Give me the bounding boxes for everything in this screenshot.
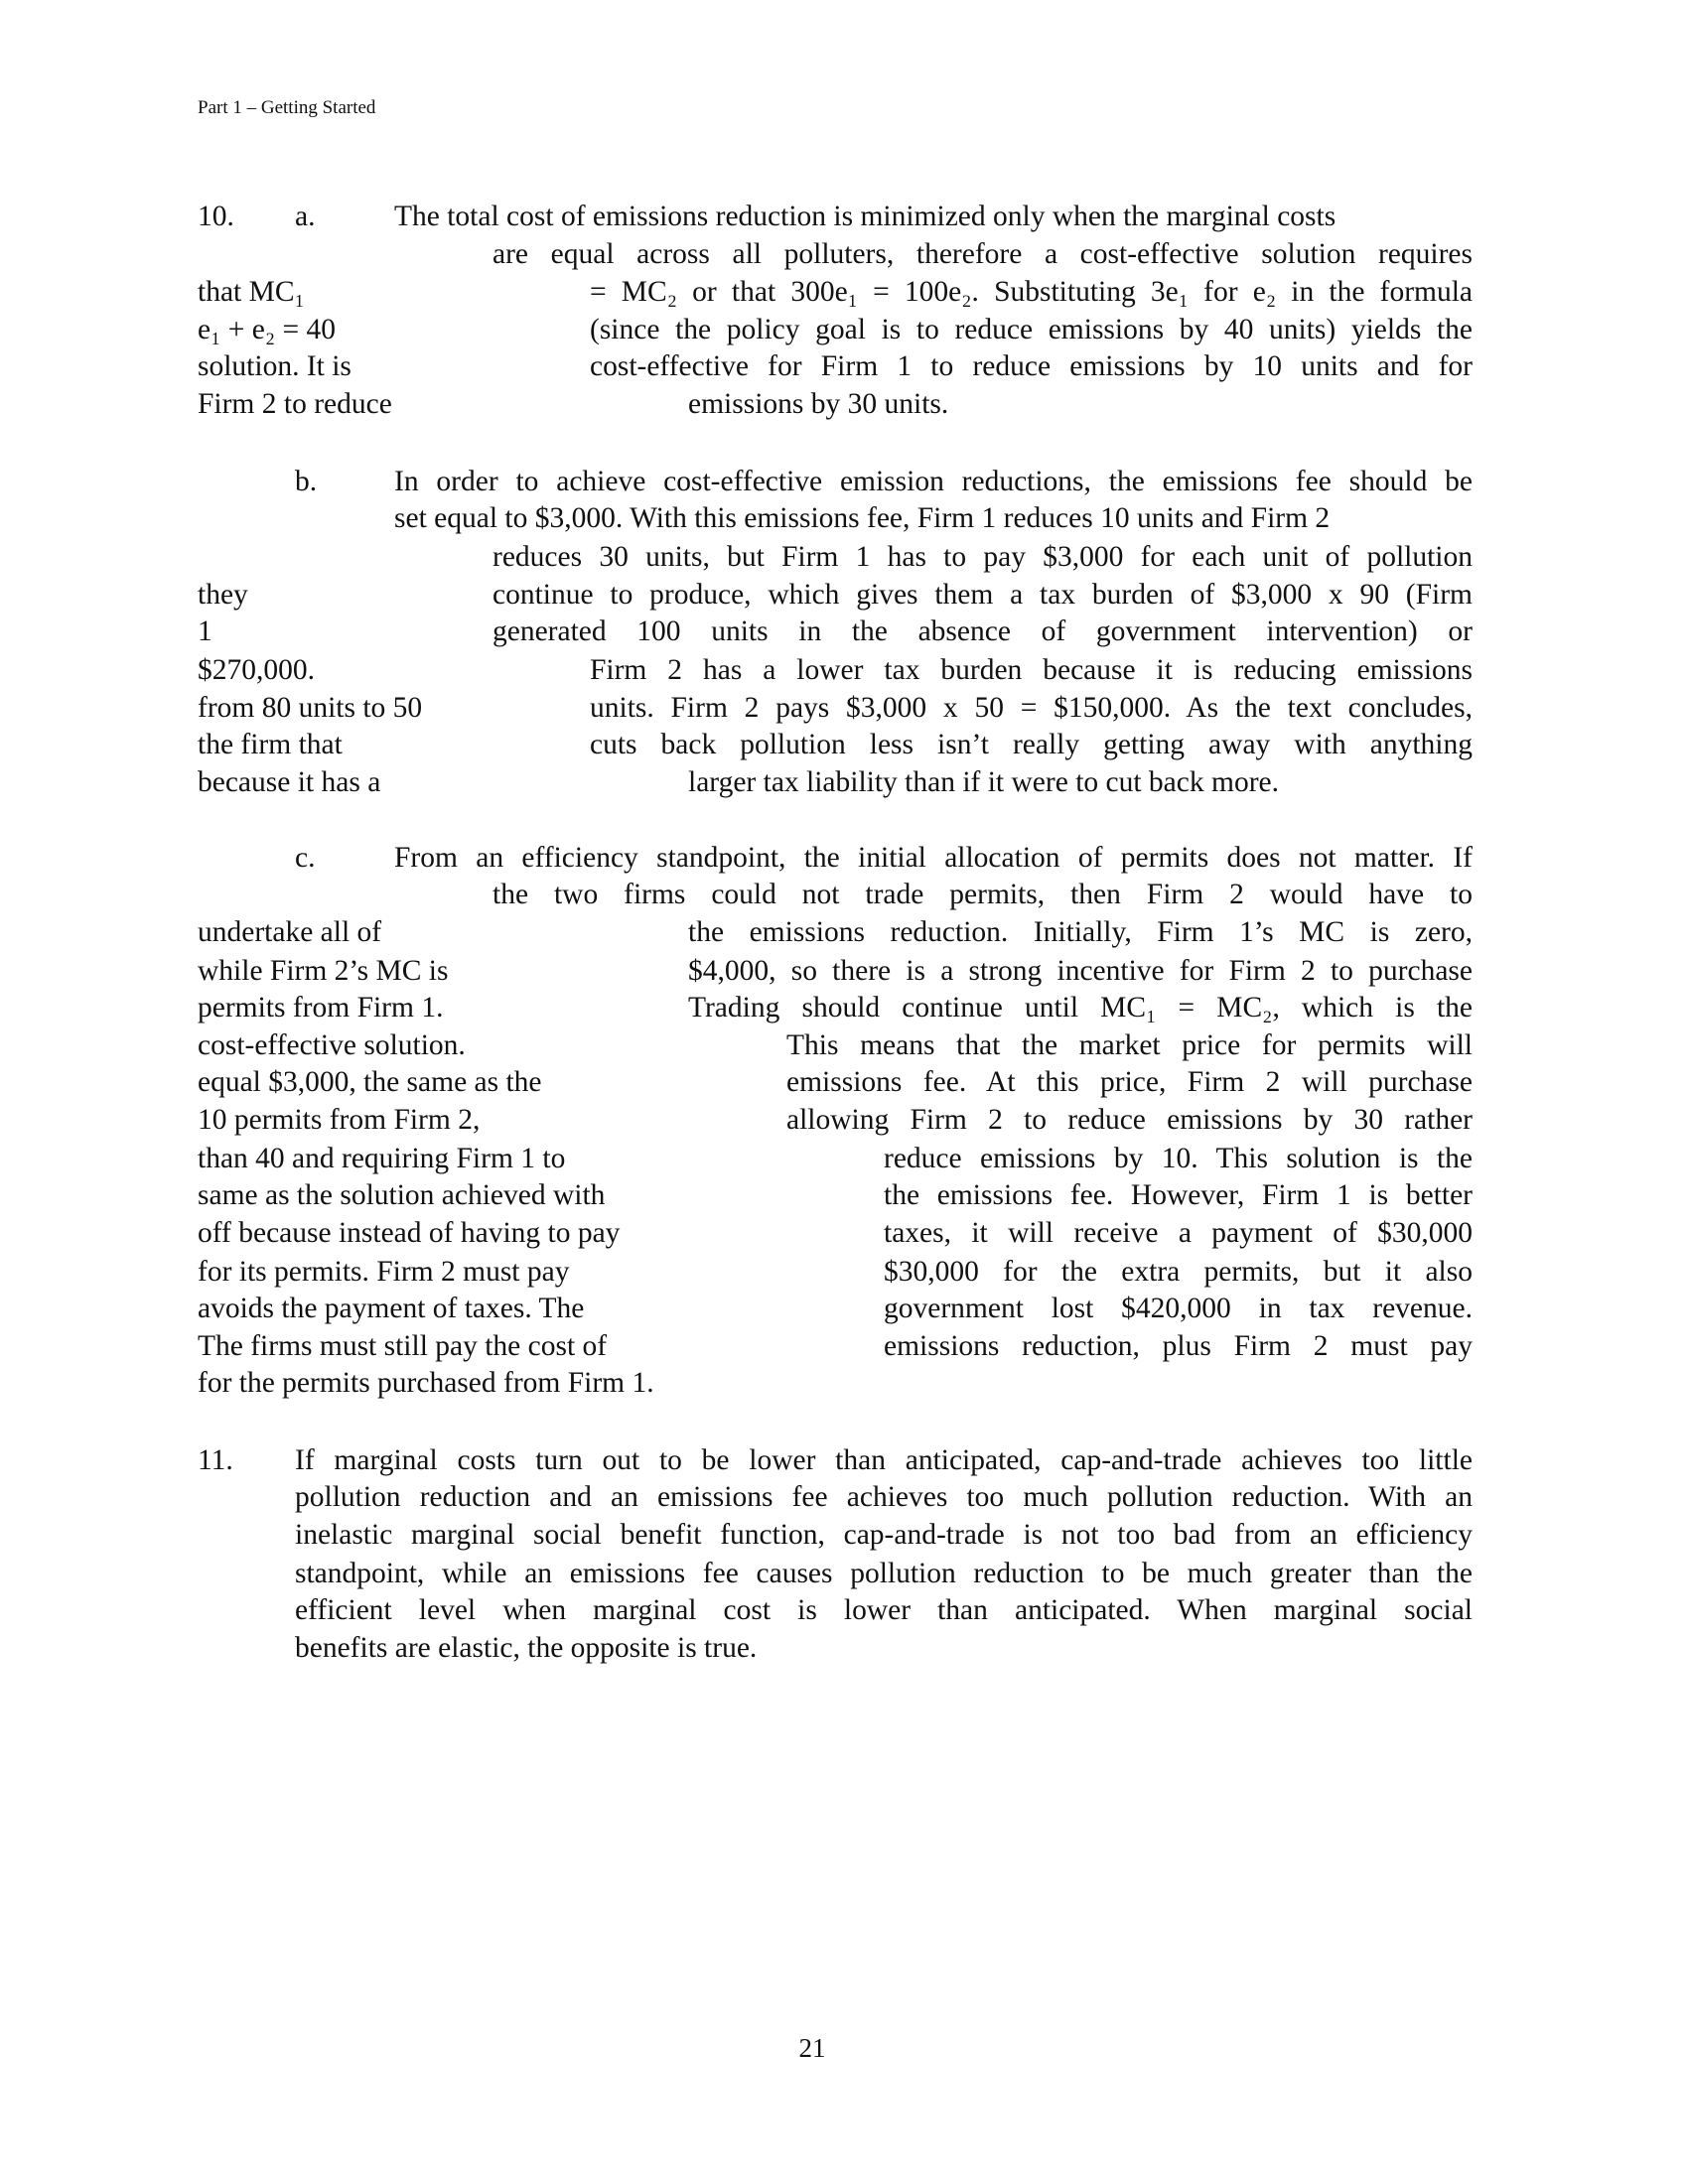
line-text: This means that the market price for permits will: [786, 1029, 1473, 1061]
line-text: efficient level when marginal cost is lower than anticipated. When marginal social: [295, 1594, 1473, 1626]
line-text: reduce emissions by 10. This solution is the: [884, 1143, 1473, 1174]
line-text: government lost $420,000 in tax revenue.: [884, 1293, 1473, 1324]
line-text: benefits are elastic, the opposite is true.: [295, 1632, 758, 1664]
line-text: standpoint, while an emissions fee causes pollution reduction to be much greater than the: [295, 1558, 1473, 1589]
line-text: $30,000 for the extra permits, but it also: [884, 1256, 1473, 1288]
part-label: c.: [295, 842, 316, 874]
line-left-fragment: that MC₁: [198, 276, 305, 308]
line-text: set equal to $3,000. With this emissions fee, Firm 1 reduces 10 units and Firm 2: [394, 502, 1331, 534]
line-text: allowing Firm 2 to reduce emissions by 30 rather: [786, 1104, 1473, 1136]
line-text: The total cost of emissions reduction is minimized only when the marginal costs: [394, 201, 1336, 232]
line-left-fragment: because it has a: [198, 766, 381, 798]
line-text: the two firms could not trade permits, then Firm 2 would have to: [492, 879, 1473, 910]
line-left-fragment: same as the solution achieved with: [198, 1179, 606, 1211]
line-text: If marginal costs turn out to be lower than anticipated, cap-and-trade achieves too little: [295, 1444, 1473, 1476]
line-left-fragment: for the permits purchased from Firm 1.: [198, 1367, 654, 1399]
question-number: 10.: [198, 201, 234, 232]
line-left-fragment: the firm that: [198, 729, 343, 760]
line-left-fragment: off because instead of having to pay: [198, 1217, 621, 1249]
line-text: emissions by 30 units.: [688, 388, 949, 420]
line-left-fragment: cost-effective solution.: [198, 1029, 466, 1061]
line-left-fragment: from 80 units to 50: [198, 692, 423, 724]
line-text: the emissions reduction. Initially, Firm 1’s MC is zero,: [688, 916, 1473, 948]
line-text: generated 100 units in the absence of government intervention) or: [492, 615, 1473, 647]
line-left-fragment: while Firm 2’s MC is: [198, 955, 449, 987]
line-left-fragment: than 40 and requiring Firm 1 to: [198, 1143, 566, 1174]
line-text: emissions reduction, plus Firm 2 must pay: [884, 1330, 1473, 1362]
line-text: Trading should continue until MC₁ = MC₂, which is the: [688, 992, 1473, 1024]
page-number: 21: [798, 2033, 826, 2063]
running-header: Part 1 – Getting Started: [198, 97, 376, 118]
line-text: units. Firm 2 pays $3,000 x 50 = $150,000. As the text concludes,: [590, 692, 1473, 724]
line-text: emissions fee. At this price, Firm 2 will purchase: [786, 1066, 1473, 1098]
line-text: $4,000, so there is a strong incentive for Firm 2 to purchase: [688, 955, 1473, 987]
line-text: From an efficiency standpoint, the initial allocation of permits does not matter. If: [394, 842, 1473, 874]
line-left-fragment: 1: [198, 615, 212, 647]
line-left-fragment: for its permits. Firm 2 must pay: [198, 1256, 570, 1288]
line-text: cost-effective for Firm 1 to reduce emissions by 10 units and for: [590, 350, 1473, 382]
line-text: larger tax liability than if it were to cut back more.: [688, 766, 1279, 798]
line-text: Firm 2 has a lower tax burden because it is reducing emissions: [590, 654, 1473, 686]
line-text: pollution reduction and an emissions fee achieves too much pollution reduction. With an: [295, 1481, 1473, 1513]
question-number: 11.: [198, 1444, 233, 1476]
part-label: a.: [295, 201, 316, 232]
line-text: continue to produce, which gives them a tax burden of $3,000 x 90 (Firm: [492, 579, 1473, 611]
line-left-fragment: solution. It is: [198, 350, 352, 382]
part-label: b.: [295, 466, 318, 497]
line-text: (since the policy goal is to reduce emissions by 40 units) yields the: [590, 314, 1473, 345]
line-left-fragment: $270,000.: [198, 654, 315, 686]
line-left-fragment: undertake all of: [198, 916, 382, 948]
line-text: inelastic marginal social benefit function, cap-and-trade is not too bad from an efficiency: [295, 1519, 1473, 1551]
line-text: In order to achieve cost-effective emission reductions, the emissions fee should be: [394, 466, 1473, 497]
line-text: taxes, it will receive a payment of $30,000: [884, 1217, 1473, 1249]
line-left-fragment: The firms must still pay the cost of: [198, 1330, 608, 1362]
line-left-fragment: equal $3,000, the same as the: [198, 1066, 542, 1098]
line-text: = MC₂ or that 300e₁ = 100e₂. Substituting 3e₁ for e₂ in the formula: [590, 276, 1473, 308]
line-left-fragment: e₁ + e₂ = 40: [198, 314, 337, 345]
line-left-fragment: Firm 2 to reduce: [198, 388, 392, 420]
line-text: reduces 30 units, but Firm 1 has to pay $3,000 for each unit of pollution: [492, 541, 1473, 573]
line-left-fragment: they: [198, 579, 248, 611]
line-left-fragment: avoids the payment of taxes. The: [198, 1293, 585, 1324]
line-text: are equal across all polluters, therefore a cost-effective solution requires: [492, 238, 1473, 270]
line-text: the emissions fee. However, Firm 1 is better: [884, 1179, 1473, 1211]
line-text: cuts back pollution less isn’t really getting away with anything: [590, 729, 1473, 760]
line-left-fragment: permits from Firm 1.: [198, 992, 444, 1024]
line-left-fragment: 10 permits from Firm 2,: [198, 1104, 481, 1136]
